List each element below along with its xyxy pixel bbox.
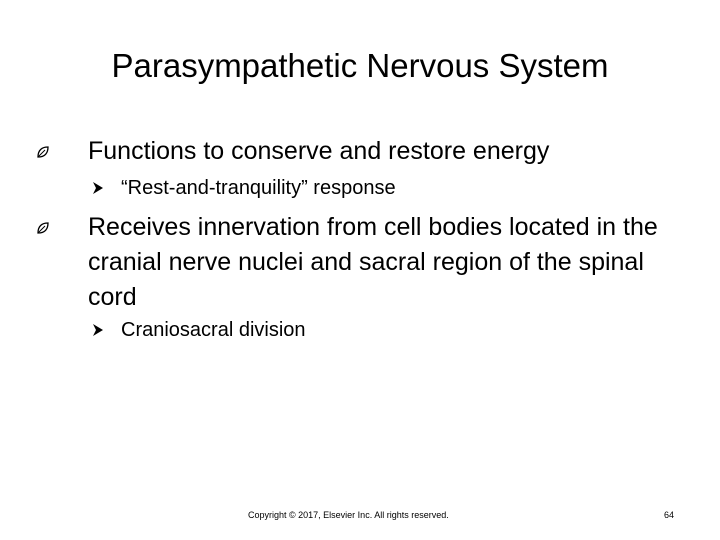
leaf-bullet-icon [36, 145, 50, 159]
page-number: 64 [664, 510, 675, 520]
leaf-bullet-icon [36, 221, 50, 235]
bullet-1-text: Functions to conserve and restore energy [88, 137, 550, 165]
slide-title: Parasympathetic Nervous System [111, 47, 609, 84]
sub-bullet-2-text: Craniosacral division [121, 319, 306, 341]
arrowhead-bullet-icon [92, 181, 104, 195]
sub-bullet-1-text: “Rest-and-tranquility” response [121, 177, 396, 199]
copyright-notice: Copyright © 2017, Elsevier Inc. All rights reserved. [248, 510, 449, 520]
bullet-2-text: Receives innervation from cell bodies located in the cranial nerve nuclei and sacral region of the spinal cord [88, 213, 658, 311]
arrowhead-bullet-icon [92, 323, 104, 337]
